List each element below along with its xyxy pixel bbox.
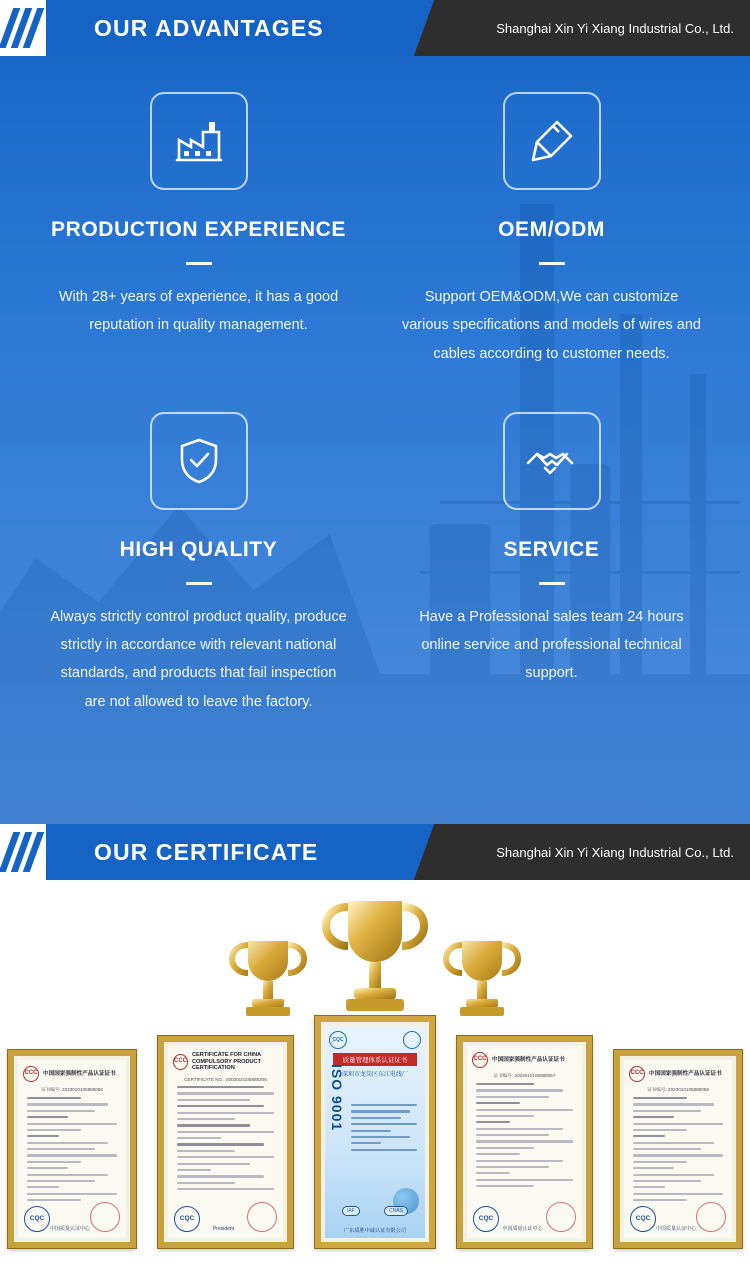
certificate-body-lines bbox=[629, 1097, 727, 1201]
certification-emblem-icon bbox=[403, 1031, 421, 1049]
certificate-card[interactable] bbox=[457, 1036, 592, 1248]
certificate-body-lines bbox=[472, 1083, 577, 1187]
cqc-emblem-icon: CQC bbox=[329, 1031, 347, 1049]
cqc-seal-icon: CQC bbox=[24, 1206, 50, 1232]
pencil-ruler-icon bbox=[503, 92, 601, 190]
red-stamp-icon bbox=[247, 1202, 277, 1232]
advantages-panel bbox=[0, 56, 750, 824]
advantage-card-oem-odm bbox=[375, 92, 728, 368]
slash-decoration bbox=[0, 0, 46, 56]
certificate-body-lines bbox=[23, 1097, 121, 1201]
certificate-row bbox=[8, 1016, 742, 1248]
certificate-issuer: 中国质量认证中心 bbox=[502, 1226, 543, 1232]
company-band bbox=[446, 824, 750, 880]
certificate-section-header bbox=[0, 824, 750, 880]
advantage-title: PRODUCTION EXPERIENCE bbox=[51, 218, 346, 241]
iso-red-title-bar: 质量管理体系认证证书 bbox=[333, 1053, 418, 1066]
advantages-title-band bbox=[46, 0, 446, 56]
certificate-title: CERTIFICATE FOR CHINA COMPULSORY PRODUCT CERTIFICATION bbox=[192, 1052, 261, 1072]
advantage-title: SERVICE bbox=[503, 537, 600, 561]
iso-standard-label: ISO 9001 bbox=[329, 1064, 345, 1132]
ccc-badge-icon: CCC bbox=[173, 1054, 188, 1070]
certificate-number: CERTIFICATE NO.: 2003010105888206 bbox=[184, 1077, 267, 1083]
certificate-number: 证书编号: 2023010105888056 bbox=[41, 1087, 103, 1092]
handshake-icon bbox=[503, 412, 601, 510]
cqc-seal-icon: CQC bbox=[473, 1206, 499, 1232]
cqc-seal-icon: CQC bbox=[630, 1206, 656, 1232]
red-stamp-icon bbox=[546, 1202, 576, 1232]
advantage-card-service bbox=[375, 412, 728, 716]
advantage-title: OEM/ODM bbox=[498, 218, 605, 241]
certificate-panel bbox=[0, 880, 750, 1260]
certificate-card[interactable] bbox=[8, 1050, 136, 1248]
certificate-title: 中国国家强制性产品认证证书 bbox=[492, 1056, 565, 1063]
ccc-badge-icon: CCC bbox=[472, 1052, 488, 1068]
signature-label: President bbox=[212, 1226, 235, 1232]
red-stamp-icon bbox=[696, 1202, 726, 1232]
iso-issuer: 广东质胜中诚认证有限公司 bbox=[343, 1228, 407, 1234]
certificate-issuer: 中国质量认证中心 bbox=[50, 1226, 91, 1232]
certificate-number: 证书编号: 2023010105888057 bbox=[493, 1073, 556, 1078]
advantage-text: Always strictly control product quality, produce strictly in accordance with relevant national standards, and products that fail inspection are not allowed to leave the factory. bbox=[50, 608, 347, 710]
certificate-title: 中国国家强制性产品认证证书 bbox=[649, 1070, 722, 1077]
ccc-badge-icon: CCC bbox=[23, 1066, 39, 1082]
certificate-title-band bbox=[46, 824, 446, 880]
advantage-text: Support OEM&ODM,We can customize various specifications and models of wires and cables according to customer needs. bbox=[401, 289, 701, 362]
cqc-seal-icon: CQC bbox=[174, 1206, 200, 1232]
advantage-title: HIGH QUALITY bbox=[119, 537, 278, 561]
page-title: OUR ADVANTAGES bbox=[94, 14, 324, 41]
certificate-number: 证书编号: 2023010105888058 bbox=[647, 1087, 709, 1092]
certificate-title: 中国国家强制性产品认证证书 bbox=[43, 1070, 116, 1077]
certificate-issuer: 中国质量认证中心 bbox=[656, 1226, 697, 1232]
iso-company-line: 深圳市龙岗区东江电线厂 bbox=[341, 1072, 408, 1078]
advantages-section-header bbox=[0, 0, 750, 56]
red-stamp-icon bbox=[90, 1202, 120, 1232]
cnas-logo: CNAS bbox=[384, 1206, 408, 1216]
slash-decoration bbox=[0, 824, 46, 880]
advantage-text: Have a Professional sales team 24 hours online service and professional technical support. bbox=[419, 608, 684, 682]
title-divider bbox=[539, 582, 565, 585]
shield-check-icon bbox=[150, 412, 248, 510]
title-divider bbox=[539, 262, 565, 265]
section-title: OUR CERTIFICATE bbox=[94, 838, 319, 865]
advantage-text: With 28+ years of experience, it has a good reputation in quality management. bbox=[58, 289, 339, 334]
certificate-card[interactable] bbox=[614, 1050, 742, 1248]
advantage-card-high-quality bbox=[22, 412, 375, 716]
ccc-badge-icon: CCC bbox=[629, 1066, 645, 1082]
company-name: Shanghai Xin Yi Xiang Industrial Co., Ltd. bbox=[496, 844, 734, 860]
advantage-card-production-experience bbox=[22, 92, 375, 368]
certificate-card[interactable] bbox=[158, 1036, 293, 1248]
iaf-logo: IAF bbox=[342, 1206, 360, 1216]
factory-icon bbox=[150, 92, 248, 190]
iso-body-lines bbox=[351, 1104, 417, 1151]
certificate-card-iso9001[interactable] bbox=[315, 1016, 435, 1248]
title-divider bbox=[186, 582, 212, 585]
company-name: Shanghai Xin Yi Xiang Industrial Co., Ltd. bbox=[496, 20, 734, 36]
title-divider bbox=[186, 262, 212, 265]
certificate-body-lines bbox=[173, 1086, 278, 1190]
company-band bbox=[446, 0, 750, 56]
trophy-group bbox=[0, 886, 750, 1036]
